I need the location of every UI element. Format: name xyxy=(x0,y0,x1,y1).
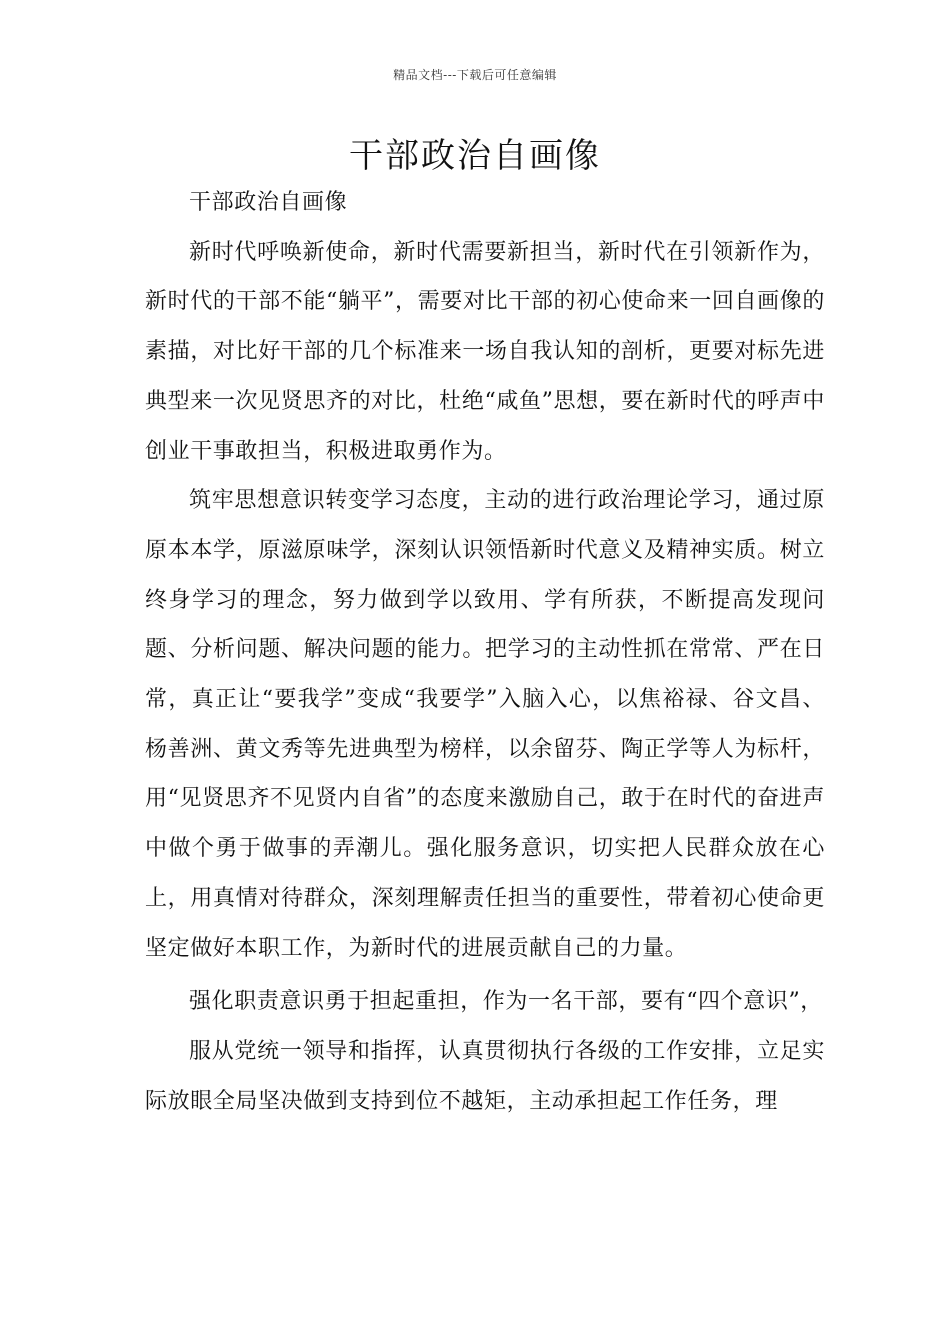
document-body xyxy=(145,178,825,1126)
paragraph-intro: 新时代呼唤新使命，新时代需要新担当，新时代在引领新作为，新时代的干部不能“躺平”，需要对比干部的初心使命来一回自画像的素描，对比好干部的几个标准来一场自我认知的剖析，更要对标先进典型来一次见贤思齐的对比，杜绝“咸鱼”思想，要在新时代的呼声中创业干事敢担当，积极进取勇作为。 xyxy=(145,239,825,464)
paragraph-obedience: 服从党统一领导和指挥，认真贯彻执行各级的工作安排，立足实际放眼全局坚决做到支持到位不越矩，主动承担起工作任务，理 xyxy=(145,1038,825,1114)
document-title: 干部政治自画像 xyxy=(349,136,601,176)
paragraph-study: 筑牢思想意识转变学习态度，主动的进行政治理论学习，通过原原本本学，原滋原味学，深刻认识领悟新时代意义及精神实质。树立终身学习的理念，努力做到学以致用、学有所获，不断提高发现问题、分析问题、解决问题的能力。把学习的主动性抓在常常、严在日常，真正让“要我学”变成“我要学”入脑入心，以焦裕禄、谷文昌、杨善洲、黄文秀等先进典型为榜样，以余留芬、陶正学等人为标杆，用“见贤思齐不见贤内自省”的态度来激励自己，敢于在时代的奋进声中做个勇于做事的弄潮儿。强化服务意识，切实把人民群众放在心上，用真情对待群众，深刻理解责任担当的重要性，带着初心使命更坚定做好本职工作，为新时代的进展贡献自己的力量。 xyxy=(145,488,825,961)
paragraph-responsibility: 强化职责意识勇于担起重担，作为一名干部，要有“四个意识”， xyxy=(189,989,823,1015)
paragraph-subtitle: 干部政治自画像 xyxy=(189,190,348,215)
header-note: 精品文档---下载后可任意编辑 xyxy=(393,68,557,82)
